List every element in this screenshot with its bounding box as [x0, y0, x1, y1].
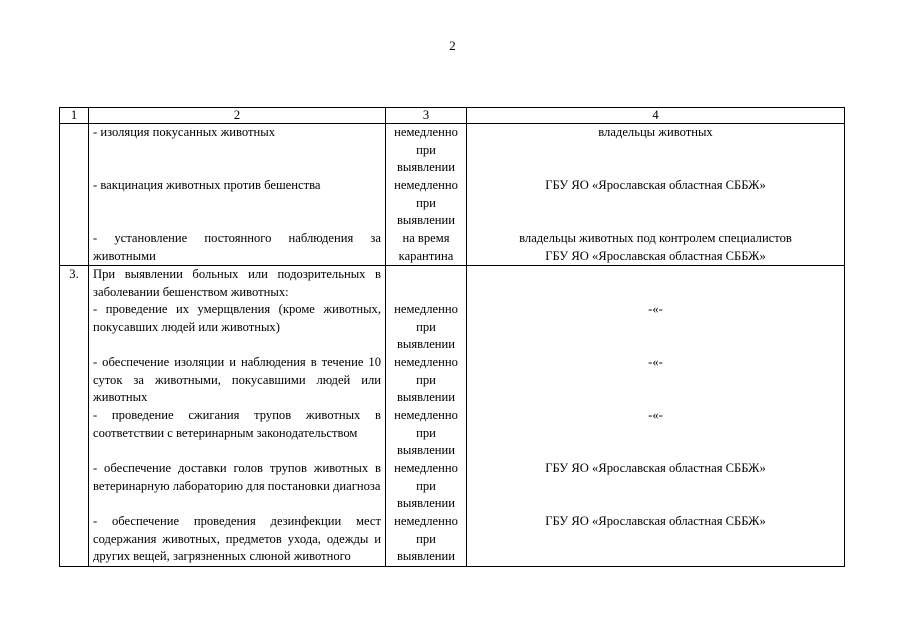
responsible-item: [471, 513, 840, 531]
measure-item: - изоляция покусанных животных: [93, 125, 276, 139]
timing-cell: [386, 266, 467, 567]
measure-item: - установление постоянного наблюдения за животными: [93, 231, 381, 263]
measures-table: [59, 107, 845, 567]
responsible-item: [471, 230, 840, 265]
timing-line: при: [416, 531, 436, 546]
timing-cell: [386, 124, 467, 266]
timing-line: немедленно: [394, 178, 458, 192]
timing-line: выявлении: [396, 213, 456, 228]
table-row: [60, 266, 845, 567]
timing-line: карантина: [398, 248, 454, 263]
measure-item: - обеспечение изоляции и наблюдения в течение 10 суток за животными, покусавшими людей или животных: [93, 355, 381, 405]
timing-line: выявлении: [396, 390, 456, 405]
measure-item: - проведение их умерщвления (кроме животных, покусавших людей или животных): [93, 302, 381, 334]
responsible-cell: [467, 124, 845, 266]
row-number: 3.: [60, 266, 89, 567]
timing-line: немедленно: [394, 302, 458, 317]
timing-line: выявлении: [396, 337, 456, 352]
responsible-line: владельцы животных: [598, 125, 713, 139]
row-number: [60, 124, 89, 266]
timing-line: выявлении: [396, 160, 456, 175]
page-number: 2: [449, 38, 456, 53]
timing-line: при: [416, 478, 436, 493]
timing-item: [390, 301, 462, 354]
measure-item: - обеспечение доставки голов трупов животных в ветеринарную лабораторию для постановки диагноза: [93, 461, 381, 493]
table-header-row: [60, 108, 845, 124]
responsible-line: ГБУ ЯО «Ярославская областная СББЖ»: [545, 461, 766, 476]
measure-item: - вакцинация животных против бешенства: [93, 178, 321, 192]
timing-line: при: [416, 195, 436, 210]
header-col-2: 2: [89, 108, 386, 124]
responsible-line: ГБУ ЯО «Ярославская областная СББЖ»: [545, 514, 766, 529]
responsible-item: [471, 301, 840, 354]
timing-item: [390, 460, 462, 513]
timing-item: [390, 513, 462, 566]
header-col-3: 3: [386, 108, 467, 124]
timing-line: немедленно: [394, 461, 458, 476]
timing-item: [390, 177, 462, 230]
measure-intro: При выявлении больных или подозрительных в заболевании бешенством животных:: [93, 267, 381, 299]
timing-line: немедленно: [394, 125, 458, 139]
header-col-1: 1: [60, 108, 89, 124]
responsible-line: -«-: [648, 355, 663, 370]
measures-cell: [89, 124, 386, 266]
timing-line: на время: [402, 231, 450, 245]
timing-line: при: [416, 425, 436, 440]
responsible-cell: [467, 266, 845, 567]
measures-cell: [89, 266, 386, 567]
measure-item: - проведение сжигания трупов животных в соответствии с ветеринарным законодательством: [93, 408, 381, 440]
responsible-line: -«-: [648, 302, 663, 317]
table-row: [60, 124, 845, 266]
responsible-item: [471, 124, 840, 177]
timing-line: немедленно: [394, 355, 458, 370]
responsible-item: [471, 177, 840, 230]
responsible-item: [471, 354, 840, 407]
timing-item: [390, 354, 462, 407]
timing-item: [390, 230, 462, 265]
timing-line: при: [416, 319, 436, 334]
timing-line: немедленно: [394, 514, 458, 529]
timing-line: выявлении: [396, 549, 456, 564]
header-col-4: 4: [467, 108, 845, 124]
timing-line: выявлении: [396, 496, 456, 511]
timing-line: при: [416, 372, 436, 387]
timing-line: немедленно: [394, 408, 458, 423]
responsible-line: владельцы животных под контролем специалистов: [519, 231, 792, 245]
timing-line: при: [416, 142, 436, 157]
timing-item: [390, 124, 462, 177]
responsible-line: ГБУ ЯО «Ярославская областная СББЖ»: [545, 248, 766, 263]
responsible-line: ГБУ ЯО «Ярославская областная СББЖ»: [545, 178, 766, 192]
measure-item: - обеспечение проведения дезинфекции мест содержания животных, предметов ухода, одежды и других вещей, загрязненных слюной животного: [93, 514, 381, 564]
timing-line: выявлении: [396, 443, 456, 458]
responsible-item: [471, 460, 840, 513]
timing-item: [390, 407, 462, 460]
responsible-line: -«-: [648, 408, 663, 423]
responsible-item: [471, 407, 840, 460]
